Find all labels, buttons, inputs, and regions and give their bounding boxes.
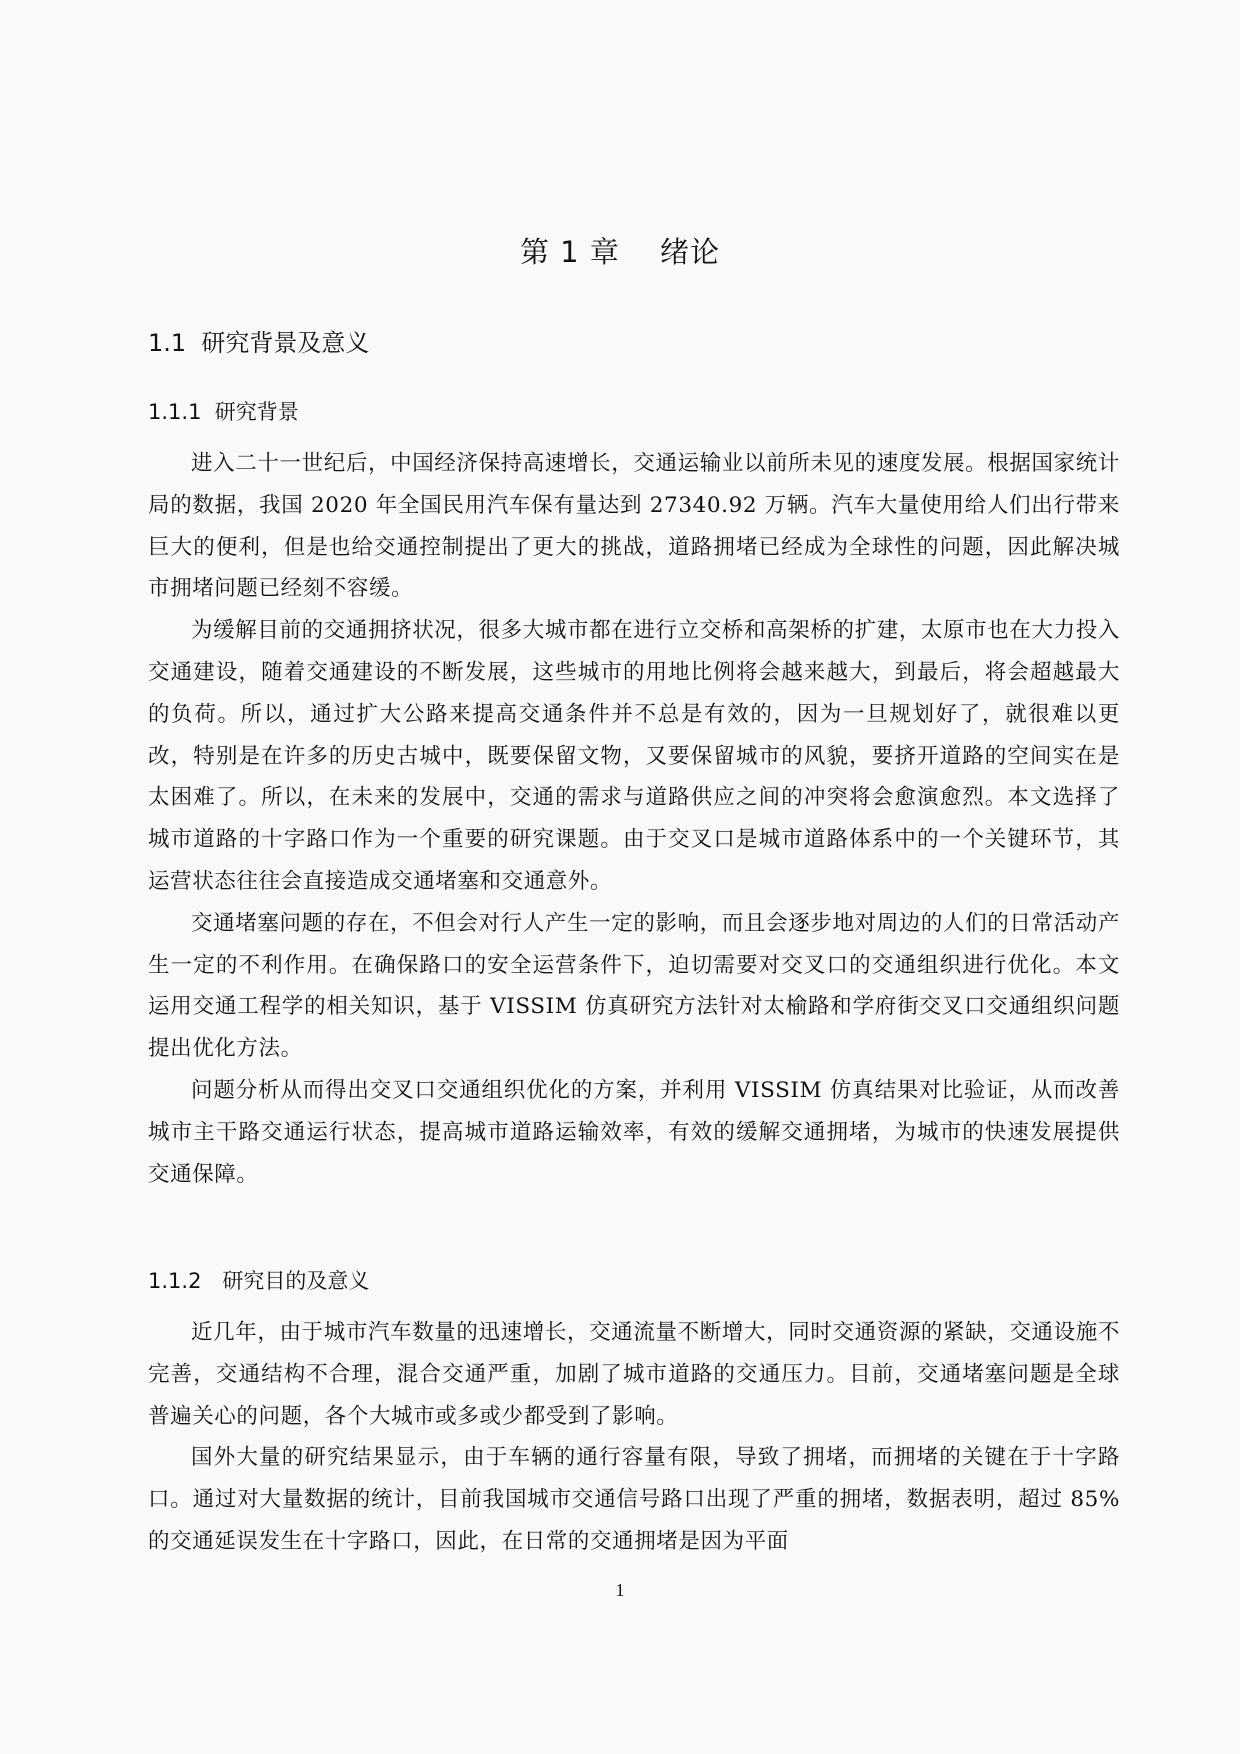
- paragraph: 近几年，由于城市汽车数量的迅速增长，交通流量不断增大，同时交通资源的紧缺，交通设施不完善，交通结构不合理，混合交通严重，加剧了城市道路的交通压力。目前，交通堵塞问题是全球普遍关心的问题，各个大城市或多或少都受到了影响。: [148, 1320, 1120, 1429]
- paragraph: 交通堵塞问题的存在，不但会对行人产生一定的影响，而且会逐步地对周边的人们的日常活动产生一定的不利作用。在确保路口的安全运营条件下，迫切需要对交叉口的交通组织进行优化。本文运用交通工程学的相关知识，基于 VISSIM 仿真研究方法针对太榆路和学府街交叉口交通组织问题提出优化方法。: [148, 910, 1120, 1062]
- paragraph: 为缓解目前的交通拥挤状况，很多大城市都在进行立交桥和高架桥的扩建，太原市也在大力投入交通建设，随着交通建设的不断发展，这些城市的用地比例将会越来越大，到最后，将会超越最大的负荷。所以，通过扩大公路来提高交通条件并不总是有效的，因为一旦规划好了，就很难以更改，特别是在许多的历史古城中，既要保留文物，又要保留城市的风貌，要挤开道路的空间实在是太困难了。所以，在未来的发展中，交通的需求与道路供应之间的冲突将会愈演愈烈。本文选择了城市道路的十字路口作为一个重要的研究课题。由于交叉口是城市道路体系中的一个关键环节，其运营状态往往会直接造成交通堵塞和交通意外。: [148, 618, 1120, 894]
- section-heading: 1.1 研究背景及意义: [148, 329, 370, 357]
- paragraph: 国外大量的研究结果显示，由于车辆的通行容量有限，导致了拥堵，而拥堵的关键在于十字路口。通过对大量数据的统计，目前我国城市交通信号路口出现了严重的拥堵，数据表明，超过 85%的交通延误发生在十字路口，因此，在日常的交通拥堵是因为平面: [148, 1445, 1120, 1554]
- chapter-title: 第 1 章 绪论: [519, 235, 721, 269]
- page-number: 1: [615, 1580, 625, 1600]
- body-text-background: [148, 443, 1120, 1195]
- paragraph: 问题分析从而得出交叉口交通组织优化的方案，并利用 VISSIM 仿真结果对比验证，从而改善城市主干路交通运行状态，提高城市道路运输效率，有效的缓解交通拥堵，为城市的快速发展提供交通保障。: [148, 1077, 1120, 1187]
- body-text-purpose: [148, 1312, 1120, 1563]
- subsection-heading-purpose: 1.1.2 研究目的及意义: [148, 1269, 370, 1293]
- paragraph: 进入二十一世纪后，中国经济保持高速增长，交通运输业以前所未见的速度发展。根据国家统计局的数据，我国 2020 年全国民用汽车保有量达到 27340.92 万辆。汽车大量使用给人们出行带来巨大的便利，但是也给交通控制提出了更大的挑战，道路拥堵已经成为全球性的问题，因此解决城市拥堵问题已经刻不容缓。: [148, 451, 1120, 602]
- subsection-heading-background: 1.1.1 研究背景: [148, 400, 299, 424]
